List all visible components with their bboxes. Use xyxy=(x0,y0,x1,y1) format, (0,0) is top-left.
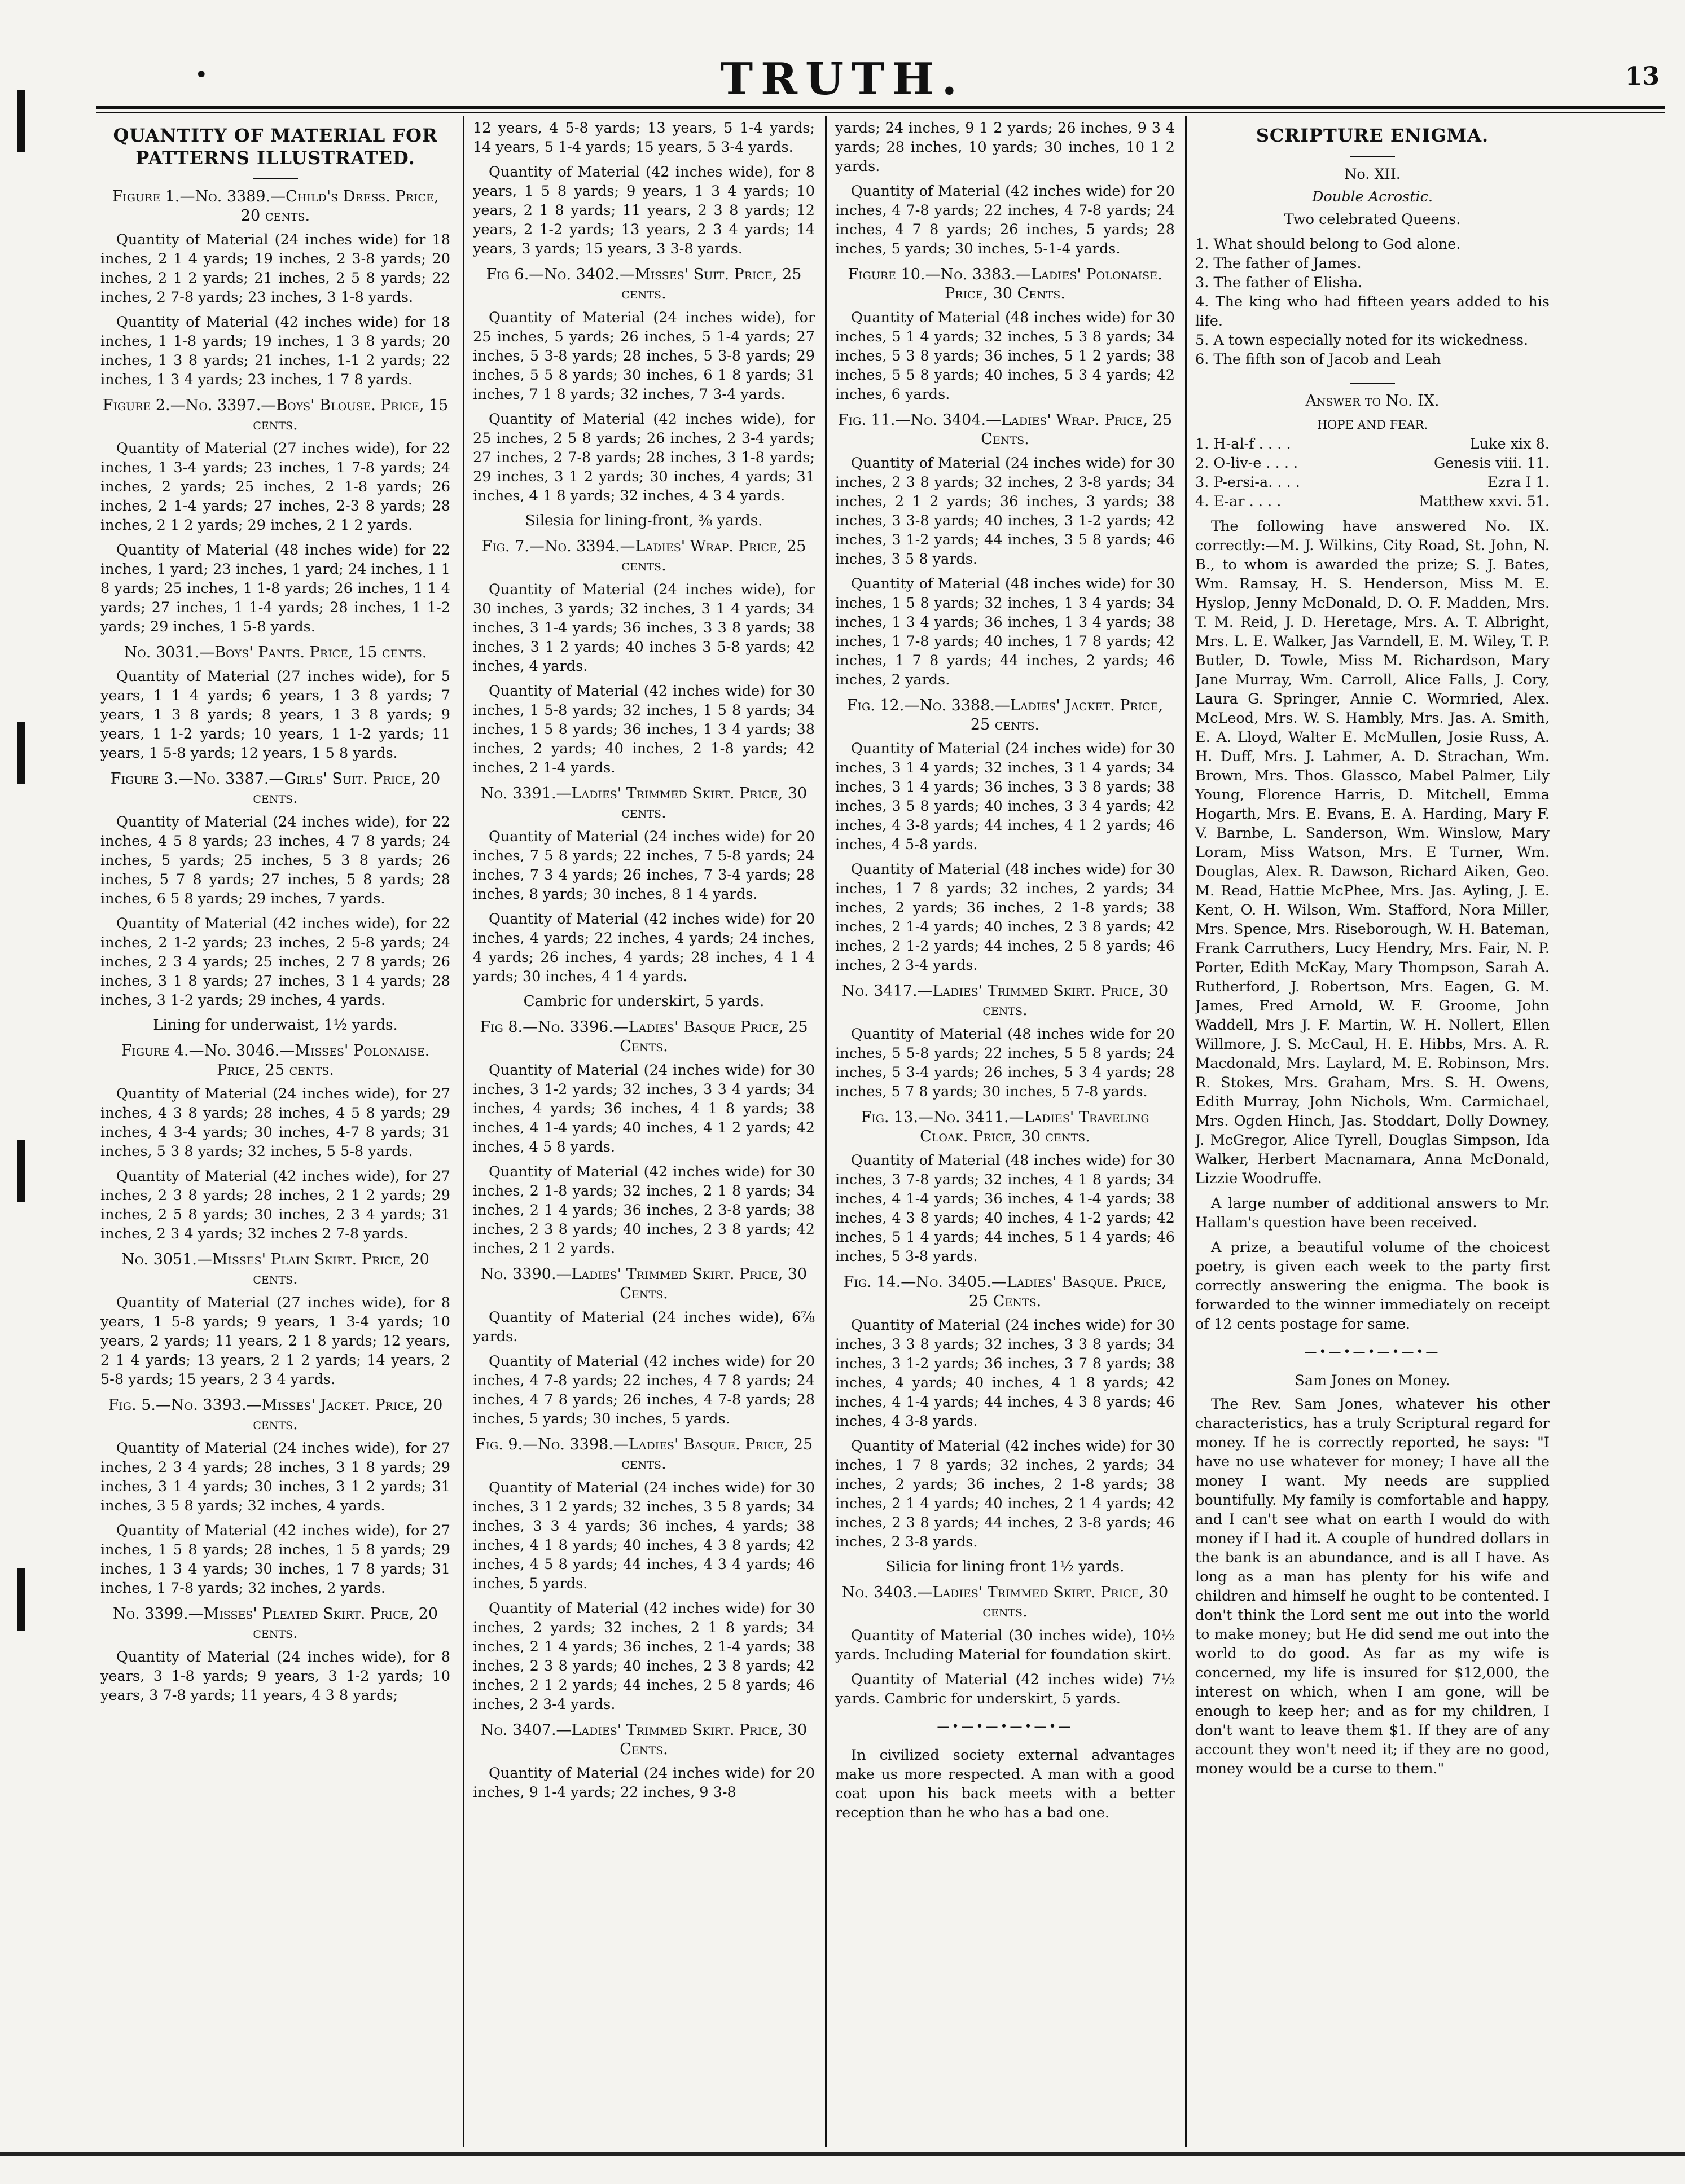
answer-row xyxy=(1195,434,1550,454)
pattern-heading: Fig. 7.—No. 3394.—Ladies' Wrap. Price, 25 cents. xyxy=(481,538,806,574)
column-patterns-3 xyxy=(835,118,1175,2144)
header-rule-thin xyxy=(96,112,1665,113)
pattern-quantity: In civilized society external advantages make us more respected. A man with a good coat upon his back meets with a better reception than he who has a bad one. xyxy=(835,1747,1175,1821)
pattern-quantity: Quantity of Material (24 inches wide), for 25 inches, 5 yards; 26 inches, 5 1-4 yards; 27 inches, 5 3-8 yards; 28 inches, 5 3-8 yards; 29 inches, 5 5 8 yards; 30 inches, 6 1 8 yards; 31 inches, 7 1 8 yards; 32 inches, 7 3-4 yards. xyxy=(473,309,815,403)
enigma-clue: 5. A town especially noted for its wickedness. xyxy=(1195,332,1529,349)
pattern-heading: No. 3051.—Misses' Plain Skirt. Price, 20 cents. xyxy=(121,1251,429,1287)
pattern-quantity: Quantity of Material (42 inches wide) for 20 inches, 4 7-8 yards; 22 inches, 4 7-8 yards; 24 inches, 4 7 8 yards; 26 inches, 5 yards; 28 inches, 5 yards; 30 inches, 5-1-4 yards. xyxy=(835,183,1175,257)
answer-word: 2. O-liv-e . . . . xyxy=(1195,455,1298,472)
pattern-heading: Figure 10.—No. 3383.—Ladies' Polonaise. Price, 30 Cents. xyxy=(848,266,1162,302)
pattern-heading: Figure 2.—No. 3397.—Boys' Blouse. Price, 15 cents. xyxy=(102,397,449,433)
pattern-quantity: Quantity of Material (27 inches wide), for 22 inches, 1 3-4 yards; 23 inches, 1 7-8 yards; 24 inches, 2 yards; 25 inches, 2 1-8 yards; 26 inches, 2 1-4 yards; 27 inches, 2-3 8 yards; 28 inches, 2 1 2 yards; 29 inches, 2 1 2 yards. xyxy=(100,440,450,534)
heading-rule xyxy=(253,178,298,179)
enigma-heading: SCRIPTURE ENIGMA. xyxy=(1256,125,1489,146)
footer-rule xyxy=(0,2152,1685,2156)
pattern-heading: Fig. 14.—No. 3405.—Ladies' Basque. Price, 25 Cents. xyxy=(843,1273,1167,1310)
heading-rule xyxy=(1350,156,1395,157)
pattern-quantity: Quantity of Material (24 inches wide), for 27 inches, 4 3 8 yards; 28 inches, 4 5 8 yards; 29 inches, 4 3-4 yards; 30 inches, 4-7 8 yards; 31 inches, 5 3 8 yards; 32 inches, 5 5-8 yards. xyxy=(100,1086,450,1160)
answer-row xyxy=(1195,473,1550,492)
column-divider xyxy=(1185,116,1187,2147)
pattern-quantity: Quantity of Material (48 inches wide) for 22 inches, 1 yard; 23 inches, 1 yard; 24 inches, 1 1 8 yards; 25 inches, 1 1-8 yards; 26 inches, 1 1 4 yards; 27 inches, 1 1-4 yards; 28 inches, 1 1-2 yards; 29 inches, 1 5-8 yards. xyxy=(100,542,450,635)
header-rule xyxy=(96,106,1665,109)
additional-answers: A large number of additional answers to Mr. Hallam's question have been received. xyxy=(1195,1195,1550,1231)
edge-mark xyxy=(17,722,25,784)
pattern-quantity: Quantity of Material (48 inches wide) for 30 inches, 5 1 4 yards; 32 inches, 5 3 8 yards; 34 inches, 5 3 8 yards; 36 inches, 5 1 2 yards; 38 inches, 5 5 8 yards; 40 inches, 5 3 4 yards; 42 inches, 6 yards. xyxy=(835,309,1175,403)
enigma-number: No. XII. xyxy=(1344,166,1401,183)
pattern-note: Silicia for lining front 1½ yards. xyxy=(885,1558,1125,1575)
pattern-quantity: Quantity of Material (42 inches wide), for 22 inches, 2 1-2 yards; 23 inches, 2 5-8 yards; 24 inches, 2 3 4 yards; 25 inches, 2 7 8 yards; 26 inches, 3 1 8 yards; 27 inches, 3 1 4 yards; 28 inches, 3 1-2 yards; 29 inches, 4 yards. xyxy=(100,915,450,1009)
pattern-heading: Fig 6.—No. 3402.—Misses' Suit. Price, 25 cents. xyxy=(486,266,802,302)
pattern-list xyxy=(473,118,815,1802)
pattern-quantity: Quantity of Material (24 inches wide), for 27 inches, 2 3 4 yards; 28 inches, 3 1 8 yards; 29 inches, 3 1 4 yards; 30 inches, 3 1 2 yards; 31 inches, 3 5 8 yards; 32 inches, 4 yards. xyxy=(100,1440,450,1514)
pattern-heading: No. 3391.—Ladies' Trimmed Skirt. Price, 30 cents. xyxy=(480,785,808,821)
pattern-heading: Fig. 13.—No. 3411.—Ladies' Traveling Cloak. Price, 30 cents. xyxy=(861,1109,1149,1145)
answer-ref: Luke xix 8. xyxy=(1469,436,1550,452)
pattern-quantity: Quantity of Material (48 inches wide for 20 inches, 5 5-8 yards; 22 inches, 5 5 8 yards; 24 inches, 5 3-4 yards; 26 inches, 5 3 4 yards; 28 inches, 5 7 8 yards; 30 inches, 5 7-8 yards. xyxy=(835,1026,1175,1100)
divider-rule xyxy=(1350,383,1395,384)
column-enigma xyxy=(1195,118,1550,2144)
pattern-quantity: yards; 24 inches, 9 1 2 yards; 26 inches, 9 3 4 yards; 28 inches, 10 yards; 30 inches, 10 1 2 yards. xyxy=(835,120,1175,175)
masthead-dot: • xyxy=(195,62,208,88)
pattern-heading: Figure 4.—No. 3046.—Misses' Polonaise. Price, 25 cents. xyxy=(121,1042,430,1079)
pattern-heading: Fig. 9.—No. 3398.—Ladies' Basque. Price, 25 cents. xyxy=(475,1436,813,1473)
article-body: The Rev. Sam Jones, whatever his other characteristics, has a truly Scriptural regard for money. If he is correctly reported, he says: "I have no use whatever for money; I have all the money I want. My needs are supplied bountifully. My family is comfortable and happy, and I can't see what on earth I would do with money if I had it. A couple of hundred dollars in the bank is an abundance, and is all I have. As long as a man has plenty for his wife and children and himself he ought to be contented. I don't think the Lord sent me out into the world to make money; but He did send me out into the world to do good. As far as my wife is concerned, my life is insured for $12,000, the interest on which, when I am gone, will be enough to keep her; and as for my children, I don't want to leave them $1. If they are of any account they won't need it; if they are no good, money would be a curse to them." xyxy=(1195,1396,1550,1777)
enigma-clue: 1. What should belong to God alone. xyxy=(1195,236,1461,253)
pattern-heading: No. 3403.—Ladies' Trimmed Skirt. Price, 30 cents. xyxy=(841,1584,1169,1620)
column-patterns-1 xyxy=(100,118,450,2144)
pattern-heading: Fig. 12.—No. 3388.—Ladies' Jacket. Price, 25 cents. xyxy=(846,697,1164,733)
pattern-quantity: Quantity of Material (27 inches wide), for 5 years, 1 1 4 yards; 6 years, 1 3 8 yards; 7 years, 1 3 8 yards; 8 years, 1 3 8 yards; 9 years, 1 1-2 yards; 10 years, 1 1-2 yards; 11 years, 1 5-8 yards; 12 years, 1 5 8 yards. xyxy=(100,668,450,762)
pattern-heading: No. 3399.—Misses' Pleated Skirt. Price, 20 cents. xyxy=(112,1605,438,1642)
enigma-clue: 6. The fifth son of Jacob and Leah xyxy=(1195,351,1441,368)
pattern-quantity: Quantity of Material (30 inches wide), 10½ yards. Including Material for foundation skirt. xyxy=(835,1627,1175,1663)
pattern-quantity: Quantity of Material (24 inches wide) for 30 inches, 3 1 4 yards; 32 inches, 3 1 4 yards; 34 inches, 3 1 4 yards; 36 inches, 3 3 8 yards; 38 inches, 3 5 8 yards; 40 inches, 3 3 4 yards; 42 inches, 4 3-8 yards; 44 inches, 4 1 2 yards; 46 inches, 4 5-8 yards. xyxy=(835,740,1175,853)
pattern-heading: No. 3390.—Ladies' Trimmed Skirt. Price, 30 Cents. xyxy=(480,1265,808,1302)
pattern-quantity: Quantity of Material (42 inches wide) for 30 inches, 1 5-8 yards; 32 inches, 1 5 8 yards; 34 inches, 1 5 8 yards; 36 inches, 1 3 4 yards; 38 inches, 2 yards; 40 inches, 2 1-8 yards; 42 inches, 2 1-4 yards. xyxy=(473,683,815,776)
answer-ref: Genesis viii. 11. xyxy=(1433,455,1550,472)
pattern-note: Lining for underwaist, 1½ yards. xyxy=(153,1017,398,1034)
answer-word: 3. P-ersi-a. . . . xyxy=(1195,474,1300,491)
enigma-clues xyxy=(1195,235,1550,369)
pattern-heading: Figure 1.—No. 3389.—Child's Dress. Price, 20 cents. xyxy=(112,188,439,225)
ornament-divider: —•—•—•—•—•— xyxy=(937,1720,1073,1734)
column-patterns-2 xyxy=(473,118,815,2144)
pattern-quantity: Quantity of Material (42 inches wide), for 27 inches, 2 3 8 yards; 28 inches, 2 1 2 yards; 29 inches, 2 5 8 yards; 30 inches, 2 3 4 yards; 31 inches, 2 3 4 yards; 32 inches 2 7-8 yards. xyxy=(100,1168,450,1242)
pattern-quantity: Quantity of Material (42 inches wide) for 20 inches, 4 yards; 22 inches, 4 yards; 24 inches, 4 yards; 26 inches, 4 yards; 28 inches, 4 1 4 yards; 30 inches, 4 1 4 yards. xyxy=(473,911,815,985)
pattern-heading: No. 3407.—Ladies' Trimmed Skirt. Price, 30 Cents. xyxy=(480,1721,808,1758)
pattern-quantity: Quantity of Material (42 inches wide) for 18 inches, 1 1-8 yards; 19 inches, 1 3 8 yards; 20 inches, 1 3 8 yards; 21 inches, 1-1 2 yards; 22 inches, 1 3 4 yards; 23 inches, 1 7 8 yards. xyxy=(100,314,450,388)
pattern-quantity: Quantity of Material (48 inches wide) for 30 inches, 3 7-8 yards; 32 inches, 4 1 8 yards; 34 inches, 4 1-4 yards; 36 inches, 4 1-4 yards; 38 inches, 4 3 8 yards; 40 inches, 4 1-2 yards; 42 inches, 5 1 4 yards; 44 inches, 5 1 4 yards; 46 inches, 5 3-8 yards. xyxy=(835,1152,1175,1265)
pattern-quantity: Quantity of Material (42 inches wide), for 8 years, 1 5 8 yards; 9 years, 1 3 4 yards; 10 years, 2 1 8 yards; 11 years, 2 3 8 yards; 12 years, 2 1-2 yards; 13 years, 2 3 4 yards; 14 years, 3 yards; 15 years, 3 3-8 yards. xyxy=(473,164,815,257)
answered-list: The following have answered No. IX. correctly:—M. J. Wilkins, City Road, St. John, N. B., to whom is awarded the prize; S. J. Bates, Wm. Ramsay, H. S. Henderson, Miss M. E. Hyslop, Jenny McDonald, D. O. F. Madden, Mrs. T. M. Reid, J. D. Heretage, Mrs. A. T. Albright, Mrs. L. E. Walker, Jas Varndell, E. M. Wiley, T. P. Butler, D. Towle, Miss M. Richardson, Mary Jane Murray, Wm. Carroll, Alice Falls, J. Cory, Laura G. Springer, Annie C. Wormried, Alex. McLeod, Mrs. W. S. Hambly, Mrs. Jas. A. Smith, E. A. Lloyd, Walter E. McMullen, Josie Russ, A. H. Duff, Mrs. J. Lahmer, A. D. Strachan, Wm. Brown, Mrs. Thos. Glassco, Mabel Palmer, Lily Young, Florence Harris, D. Mitchell, Emma Hogarth, Mrs. E. Evans, E. A. Harding, Mary F. V. Barnbe, L. Sanderson, Wm. Winslow, Mary Loram, Miss Watson, Mrs. E Turner, Wm. Douglas, Alex. R. Dawson, Richard Aiken, Geo. M. Read, Hattie McPhee, Mrs. Jas. Ayling, J. E. Kent, O. H. Wilson, Wm. Stafford, Nora Miller, Mrs. Spence, Mrs. Riseborough, W. H. Bateman, Frank Carruthers, Lucy Hendry, Mrs. Fair, N. P. Porter, Edith McKay, Mary Thompson, Sarah A. Rutherford, J. Robertson, Mrs. Eagen, G. M. James, Fred Arnold, W. F. Groome, John Waddell, Mrs J. F. Martin, W. H. Nollert, Ellen Willmore, J. S. McCaul, H. E. Hibbs, Mrs. A. R. Macdonald, Mrs. Laylard, M. E. Robinson, Mrs. R. Stokes, Mrs. Graham, Mrs. S. H. Owens, Edith Murray, John Nichols, Wm. Carmichael, Mrs. Ogden Hinch, Jas. Stoddart, Dolly Downey, J. McGregor, Alice Tyrell, Douglas Simpson, Ida Walker, Herbert Macnamara, Anna McDonald, Lizzie Woodruffe. xyxy=(1195,518,1550,1187)
answer-row xyxy=(1195,492,1550,511)
answer-word: 1. H-al-f . . . . xyxy=(1195,436,1291,452)
pattern-quantity: Quantity of Material (27 inches wide), for 8 years, 1 5-8 yards; 9 years, 1 3-4 yards; 10 years, 2 yards; 11 years, 2 1 8 yards; 12 years, 2 1 4 yards; 13 years, 2 1 2 yards; 14 years, 2 5-8 yards; 15 years, 2 3 4 yards. xyxy=(100,1294,450,1388)
pattern-quantity: Quantity of Material (42 inches wide) for 30 inches, 1 7 8 yards; 32 inches, 2 yards; 34 inches, 2 yards; 36 inches, 2 1-8 yards; 38 inches, 2 1 4 yards; 40 inches, 2 1 4 yards; 42 inches, 2 3 8 yards; 44 inches, 2 3-8 yards; 46 inches, 2 3-8 yards. xyxy=(835,1438,1175,1550)
pattern-quantity: Quantity of Material (24 inches wide), for 22 inches, 4 5 8 yards; 23 inches, 4 7 8 yards; 24 inches, 5 yards; 25 inches, 5 3 8 yards; 26 inches, 5 7 8 yards; 27 inches, 5 8 yards; 28 inches, 6 5 8 yards; 29 inches, 7 yards. xyxy=(100,814,450,907)
edge-mark xyxy=(17,90,25,152)
answer-subheading: HOPE AND FEAR. xyxy=(1317,418,1428,432)
pattern-quantity: Quantity of Material (24 inches wide), for 8 years, 3 1-8 yards; 9 years, 3 1-2 yards; 10 years, 3 7-8 yards; 11 years, 4 3 8 yards; xyxy=(100,1649,450,1704)
prize-notice: A prize, a beautiful volume of the choicest poetry, is given each week to the party first correctly answering the enigma. The book is forwarded to the winner immediately on receipt of 12 cents postage for same. xyxy=(1195,1239,1550,1333)
pattern-quantity: Quantity of Material (24 inches wide) for 30 inches, 3 1 2 yards; 32 inches, 3 5 8 yards; 34 inches, 3 3 4 yards; 36 inches, 4 yards; 38 inches, 4 1 8 yards; 40 inches, 4 3 8 yards; 42 inches, 4 5 8 yards; 44 inches, 4 3 4 yards; 46 inches, 5 yards. xyxy=(473,1479,815,1592)
answer-ref: Ezra I 1. xyxy=(1487,474,1550,491)
answer-heading: Answer to No. IX. xyxy=(1305,392,1440,410)
pattern-heading: Fig 8.—No. 3396.—Ladies' Basque Price, 25 Cents. xyxy=(480,1018,808,1055)
pattern-quantity: Quantity of Material (24 inches wide), for 30 inches, 3 yards; 32 inches, 3 1 4 yards; 34 inches, 3 1-4 yards; 36 inches, 3 3 8 yards; 38 inches, 3 1 2 yards; 40 inches 3 5-8 yards; 42 inches, 4 yards. xyxy=(473,581,815,675)
page-title: TRUTH. xyxy=(720,54,965,105)
pattern-quantity: Quantity of Material (42 inches wide), for 25 inches, 2 5 8 yards; 26 inches, 2 3-4 yards; 27 inches, 2 7-8 yards; 28 inches, 3 1-8 yards; 29 inches, 3 1 2 yards; 30 inches, 4 yards; 31 inches, 4 1 8 yards; 32 inches, 4 3 4 yards. xyxy=(473,411,815,504)
answer-row xyxy=(1195,454,1550,473)
ornament-divider: —•—•—•—•—•— xyxy=(1304,1345,1441,1359)
enigma-subtitle: Double Acrostic. xyxy=(1311,188,1433,205)
enigma-subject: Two celebrated Queens. xyxy=(1284,211,1461,228)
pattern-heading: Figure 3.—No. 3387.—Girls' Suit. Price, 20 cents. xyxy=(110,770,441,807)
pattern-quantity: Quantity of Material (42 inches wide) 7½ yards. Cambric for underskirt, 5 yards. xyxy=(835,1671,1175,1707)
enigma-clue: 3. The father of Elisha. xyxy=(1195,274,1363,291)
edge-mark xyxy=(17,1140,25,1202)
pattern-heading: Fig. 5.—No. 3393.—Misses' Jacket. Price, 20 cents. xyxy=(108,1396,443,1433)
pattern-quantity: Quantity of Material (24 inches wide) for 20 inches, 9 1-4 yards; 22 inches, 9 3-8 xyxy=(473,1765,815,1801)
column-divider xyxy=(825,116,827,2147)
pattern-quantity: Quantity of Material (48 inches wide) for 30 inches, 1 5 8 yards; 32 inches, 1 3 4 yards; 34 inches, 1 3 4 yards; 36 inches, 1 3 4 yards; 38 inches, 1 7-8 yards; 40 inches, 1 7 8 yards; 42 inches, 1 7 8 yards; 44 inches, 2 yards; 46 inches, 2 yards. xyxy=(835,575,1175,688)
pattern-quantity: Quantity of Material (42 inches wide) for 30 inches, 2 1-8 yards; 32 inches, 2 1 8 yards; 34 inches, 2 1 4 yards; 36 inches, 2 3-8 yards; 38 inches, 2 3 8 yards; 40 inches, 2 3 8 yards; 42 inches, 2 1 2 yards. xyxy=(473,1163,815,1257)
pattern-quantity: Quantity of Material (24 inches wide) for 30 inches, 2 3 8 yards; 32 inches, 2 3-8 yards; 34 inches, 2 1 2 yards; 36 inches, 3 yards; 38 inches, 3 3-8 yards; 40 inches, 3 1-2 yards; 42 inches, 3 1-2 yards; 44 inches, 3 5 8 yards; 46 inches, 3 5 8 yards. xyxy=(835,455,1175,568)
pattern-quantity: Quantity of Material (42 inches wide) for 20 inches, 4 7-8 yards; 22 inches, 4 7 8 yards; 24 inches, 4 7 8 yards; 26 inches, 4 7-8 yards; 28 inches, 5 yards; 30 inches, 5 yards. xyxy=(473,1353,815,1427)
pattern-note: Cambric for underskirt, 5 yards. xyxy=(523,993,765,1010)
pattern-quantity: Quantity of Material (42 inches wide), for 27 inches, 1 5 8 yards; 28 inches, 1 5 8 yards; 29 inches, 1 3 4 yards; 30 inches, 1 7 8 yards; 31 inches, 1 7-8 yards; 32 inches, 2 yards. xyxy=(100,1522,450,1597)
edge-mark xyxy=(17,1568,25,1631)
enigma-clue: 2. The father of James. xyxy=(1195,255,1362,272)
pattern-note: Silesia for lining-front, ⅜ yards. xyxy=(525,512,763,529)
pattern-quantity: Quantity of Material (24 inches wide) for 18 inches, 2 1 4 yards; 19 inches, 2 3-8 yards; 20 inches, 2 1 2 yards; 21 inches, 2 5 8 yards; 22 inches, 2 7-8 yards; 23 inches, 3 1-8 yards. xyxy=(100,231,450,306)
pattern-heading: No. 3417.—Ladies' Trimmed Skirt. Price, 30 cents. xyxy=(841,982,1169,1019)
pattern-quantity: Quantity of Material (24 inches wide) for 30 inches, 3 1-2 yards; 32 inches, 3 3 4 yards; 34 inches, 4 yards; 36 inches, 4 1 8 yards; 38 inches, 4 1-4 yards; 40 inches, 4 1 2 yards; 42 inches, 4 5 8 yards. xyxy=(473,1062,815,1155)
pattern-heading: Fig. 11.—No. 3404.—Ladies' Wrap. Price, 25 Cents. xyxy=(837,411,1173,448)
pattern-list xyxy=(835,118,1175,1822)
pattern-quantity: Quantity of Material (48 inches wide) for 30 inches, 1 7 8 yards; 32 inches, 2 yards; 34 inches, 2 yards; 36 inches, 2 1-8 yards; 38 inches, 2 1-4 yards; 40 inches, 2 3 8 yards; 42 inches, 2 1-2 yards; 44 inches, 2 5 8 yards; 46 inches, 2 3-4 yards. xyxy=(835,861,1175,974)
pattern-quantity: Quantity of Material (24 inches wide), 6⅞ yards. xyxy=(473,1309,815,1345)
answer-ref: Matthew xxvi. 51. xyxy=(1419,493,1550,510)
column-divider xyxy=(463,116,464,2147)
pattern-quantity: Quantity of Material (24 inches wide) for 20 inches, 7 5 8 yards; 22 inches, 7 5-8 yards; 24 inches, 7 3 4 yards; 26 inches, 7 3-4 yards; 28 inches, 8 yards; 30 inches, 8 1 4 yards. xyxy=(473,828,815,903)
page-number: 13 xyxy=(1625,62,1660,91)
pattern-list xyxy=(100,187,450,1705)
pattern-quantity: Quantity of Material (24 inches wide) for 30 inches, 3 3 8 yards; 32 inches, 3 3 8 yards; 34 inches, 3 1-2 yards; 36 inches, 3 7 8 yards; 38 inches, 4 yards; 40 inches, 4 1 8 yards; 42 inches, 4 1-4 yards; 44 inches, 4 3 8 yards; 46 inches, 4 3-8 yards. xyxy=(835,1317,1175,1430)
enigma-clue: 4. The king who had fifteen years added to his life. xyxy=(1195,293,1550,329)
answer-word: 4. E-ar . . . . xyxy=(1195,493,1282,510)
pattern-quantity: Quantity of Material (42 inches wide) for 30 inches, 2 yards; 32 inches, 2 1 8 yards; 34 inches, 2 1 4 yards; 36 inches, 2 1-4 yards; 38 inches, 2 3 8 yards; 40 inches, 2 3 8 yards; 42 inches, 2 1 2 yards; 44 inches, 2 5 8 yards; 46 inches, 2 3-4 yards. xyxy=(473,1600,815,1713)
section-heading: QUANTITY OF MATERIAL FOR PATTERNS ILLUSTRATED. xyxy=(113,125,438,169)
pattern-heading: No. 3031.—Boys' Pants. Price, 15 cents. xyxy=(124,644,427,661)
article-title: Sam Jones on Money. xyxy=(1295,1372,1450,1389)
pattern-quantity: 12 years, 4 5-8 yards; 13 years, 5 1-4 yards; 14 years, 5 1-4 yards; 15 years, 5 3-4 yards. xyxy=(473,120,815,156)
